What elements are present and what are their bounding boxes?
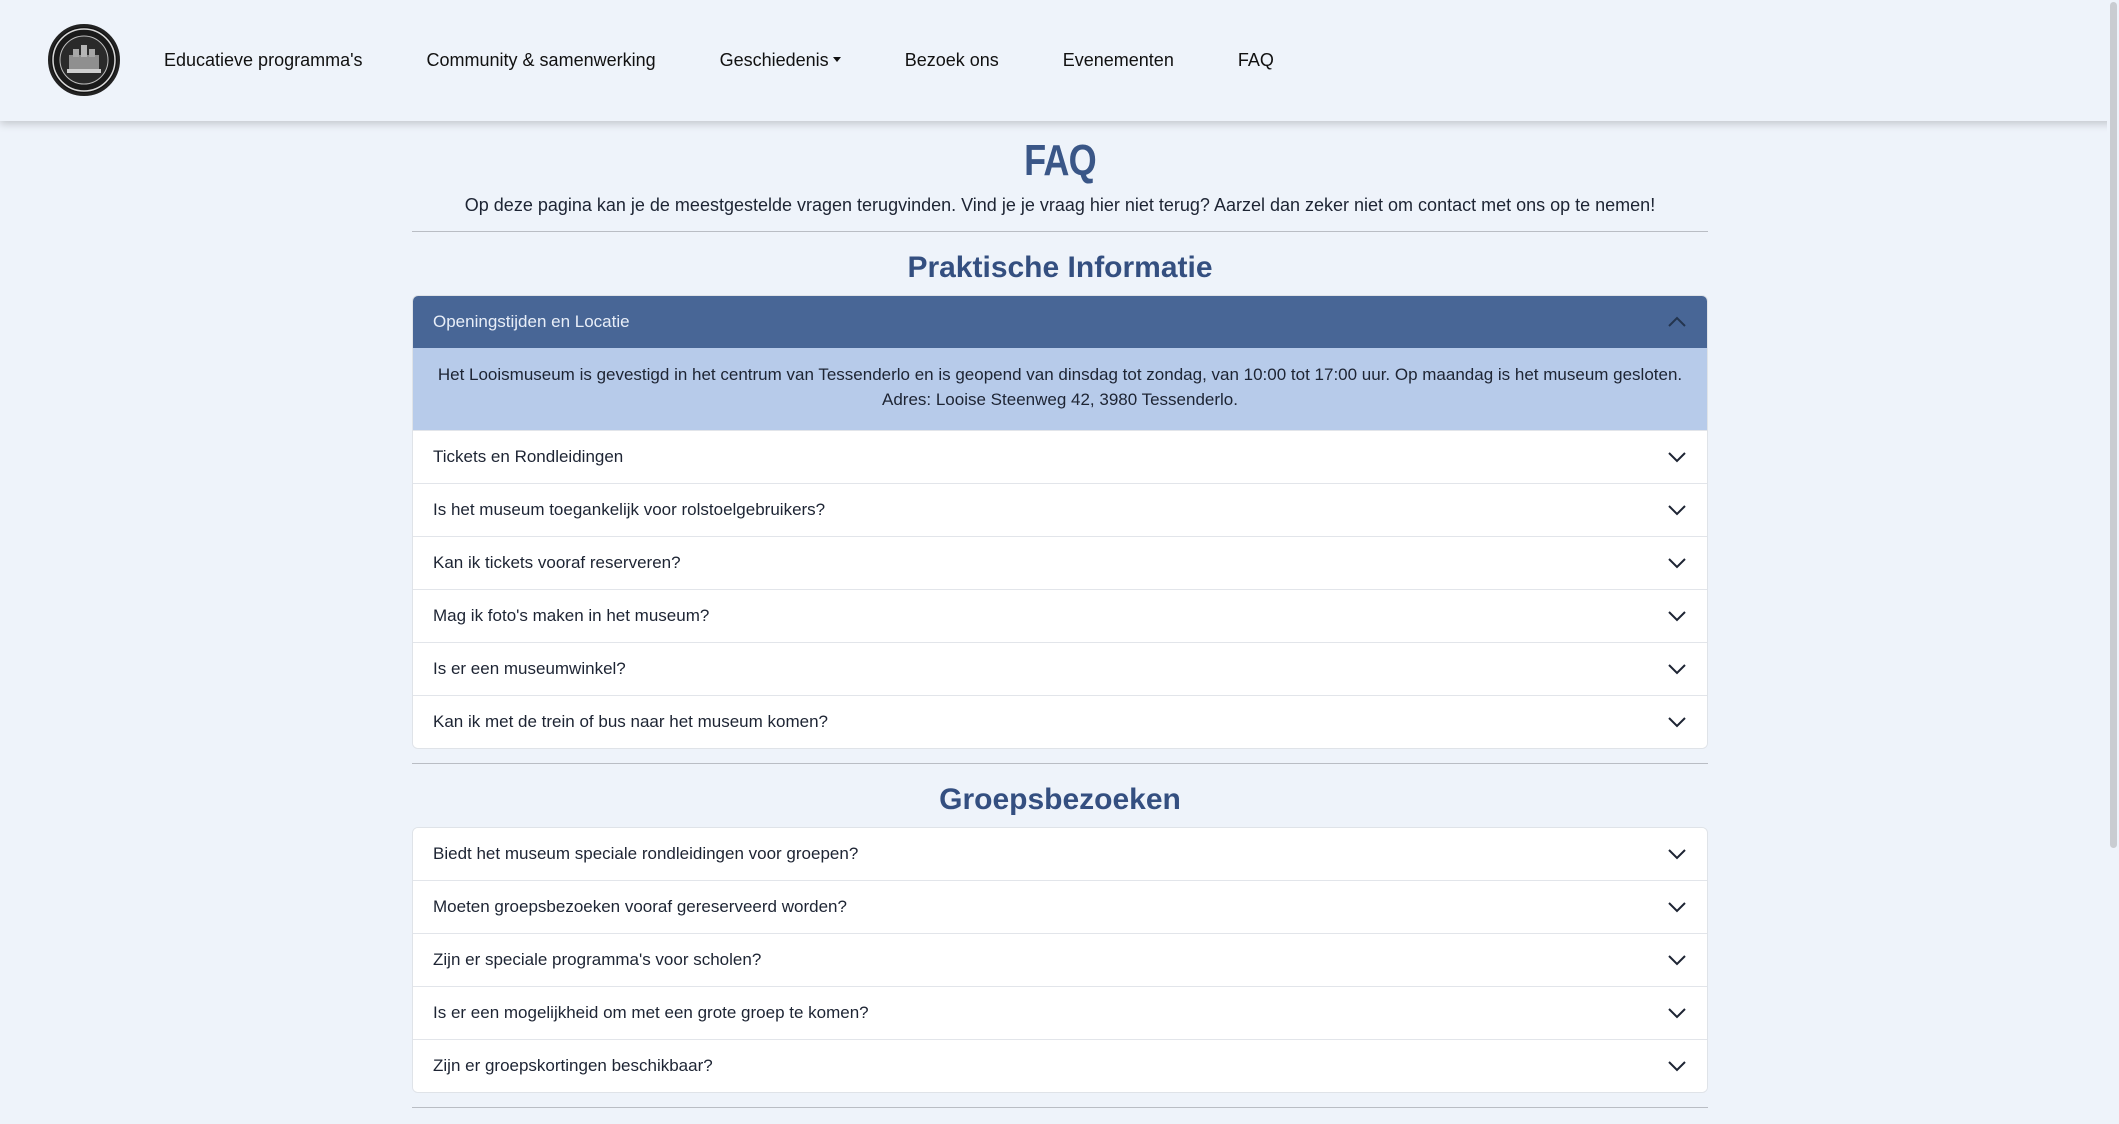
scrollbar-thumb[interactable] — [2110, 2, 2117, 848]
accordion-header[interactable] — [413, 934, 1707, 986]
accordion-header[interactable] — [413, 590, 1707, 642]
divider — [412, 1107, 1708, 1108]
accordion-header[interactable] — [413, 696, 1707, 748]
chevron-down-icon — [1667, 557, 1687, 569]
accordion-header[interactable] — [413, 1040, 1707, 1092]
accordion-item — [413, 430, 1707, 483]
section-title-groepsbezoeken: Groepsbezoeken — [939, 783, 1181, 816]
accordion-item — [413, 933, 1707, 986]
accordion-header[interactable] — [413, 881, 1707, 933]
accordion-item — [413, 828, 1707, 880]
question-text: Is er een mogelijkheid om met een grote groep te komen? — [433, 1003, 869, 1022]
caret-down-icon — [833, 57, 841, 62]
chevron-down-icon — [1667, 716, 1687, 728]
page-intro: Op deze pagina kan je de meestgestelde vragen terugvinden. Vind je je vraag hier niet terug? Aarzel dan zeker niet om contact met ons op te nemen! — [464, 195, 1656, 215]
chevron-down-icon — [1667, 1007, 1687, 1019]
chevron-down-icon — [1667, 663, 1687, 675]
divider — [412, 763, 1708, 764]
question-text: Is er een museumwinkel? — [433, 659, 626, 678]
nav-faq[interactable]: FAQ — [1237, 50, 1274, 70]
chevron-down-icon — [1667, 451, 1687, 463]
question-text: Kan ik met de trein of bus naar het museum komen? — [433, 712, 828, 731]
nav-evenementen[interactable]: Evenementen — [1062, 50, 1174, 70]
nav-bezoek-ons[interactable]: Bezoek ons — [904, 50, 999, 70]
chevron-down-icon — [1667, 1060, 1687, 1072]
chevron-up-icon — [1667, 316, 1687, 328]
question-text: Biedt het museum speciale rondleidingen voor groepen? — [433, 844, 859, 863]
accordion-header-openingstijden[interactable] — [413, 296, 1707, 348]
question-text: Openingstijden en Locatie — [433, 312, 630, 331]
accordion-header[interactable] — [413, 537, 1707, 589]
accordion-item — [413, 642, 1707, 695]
nav-educatieve-programmas[interactable]: Educatieve programma's — [164, 50, 363, 70]
chevron-down-icon — [1667, 901, 1687, 913]
main-nav — [164, 0, 1274, 121]
accordion-groepsbezoeken — [412, 827, 1708, 1093]
question-text: Zijn er speciale programma's voor scholen? — [433, 950, 762, 969]
faq-content — [412, 121, 1708, 1108]
museum-seal-icon — [51, 27, 117, 93]
question-text: Tickets en Rondleidingen — [433, 447, 624, 466]
chevron-down-icon — [1667, 954, 1687, 966]
question-text: Is het museum toegankelijk voor rolstoelgebruikers? — [433, 500, 826, 519]
accordion-item — [413, 483, 1707, 536]
accordion-item — [413, 986, 1707, 1039]
page-title: FAQ — [1024, 136, 1096, 185]
accordion-praktische-informatie — [412, 295, 1708, 749]
chevron-down-icon — [1667, 848, 1687, 860]
accordion-header[interactable] — [413, 484, 1707, 536]
navbar — [0, 0, 2119, 121]
nav-community-samenwerking[interactable]: Community & samenwerking — [426, 50, 656, 70]
accordion-item — [413, 296, 1707, 430]
museum-logo[interactable] — [48, 24, 120, 96]
accordion-item — [413, 880, 1707, 933]
question-text: Mag ik foto's maken in het museum? — [433, 606, 710, 625]
accordion-header[interactable] — [413, 431, 1707, 483]
accordion-header[interactable] — [413, 643, 1707, 695]
nav-geschiedenis[interactable] — [720, 50, 841, 71]
nav-geschiedenis-label: Geschiedenis — [719, 50, 829, 70]
accordion-item — [413, 536, 1707, 589]
accordion-item — [413, 1039, 1707, 1092]
question-text: Zijn er groepskortingen beschikbaar? — [433, 1056, 713, 1075]
scrollbar[interactable] — [2107, 0, 2119, 1124]
chevron-down-icon — [1667, 504, 1687, 516]
section-title-praktische-informatie: Praktische Informatie — [907, 251, 1213, 284]
accordion-item — [413, 589, 1707, 642]
divider — [412, 231, 1708, 232]
accordion-header[interactable] — [413, 987, 1707, 1039]
accordion-header[interactable] — [413, 828, 1707, 880]
accordion-item — [413, 695, 1707, 748]
accordion-answer: Het Looismuseum is gevestigd in het centrum van Tessenderlo en is geopend van dinsdag tot zondag, van 10:00 tot 17:00 uur. Op maandag is het museum gesloten. Adres: Looise Steenweg 42, 3980 Tessenderlo. — [413, 348, 1707, 430]
question-text: Moeten groepsbezoeken vooraf gereserveerd worden? — [433, 897, 847, 916]
question-text: Kan ik tickets vooraf reserveren? — [433, 553, 681, 572]
chevron-down-icon — [1667, 610, 1687, 622]
